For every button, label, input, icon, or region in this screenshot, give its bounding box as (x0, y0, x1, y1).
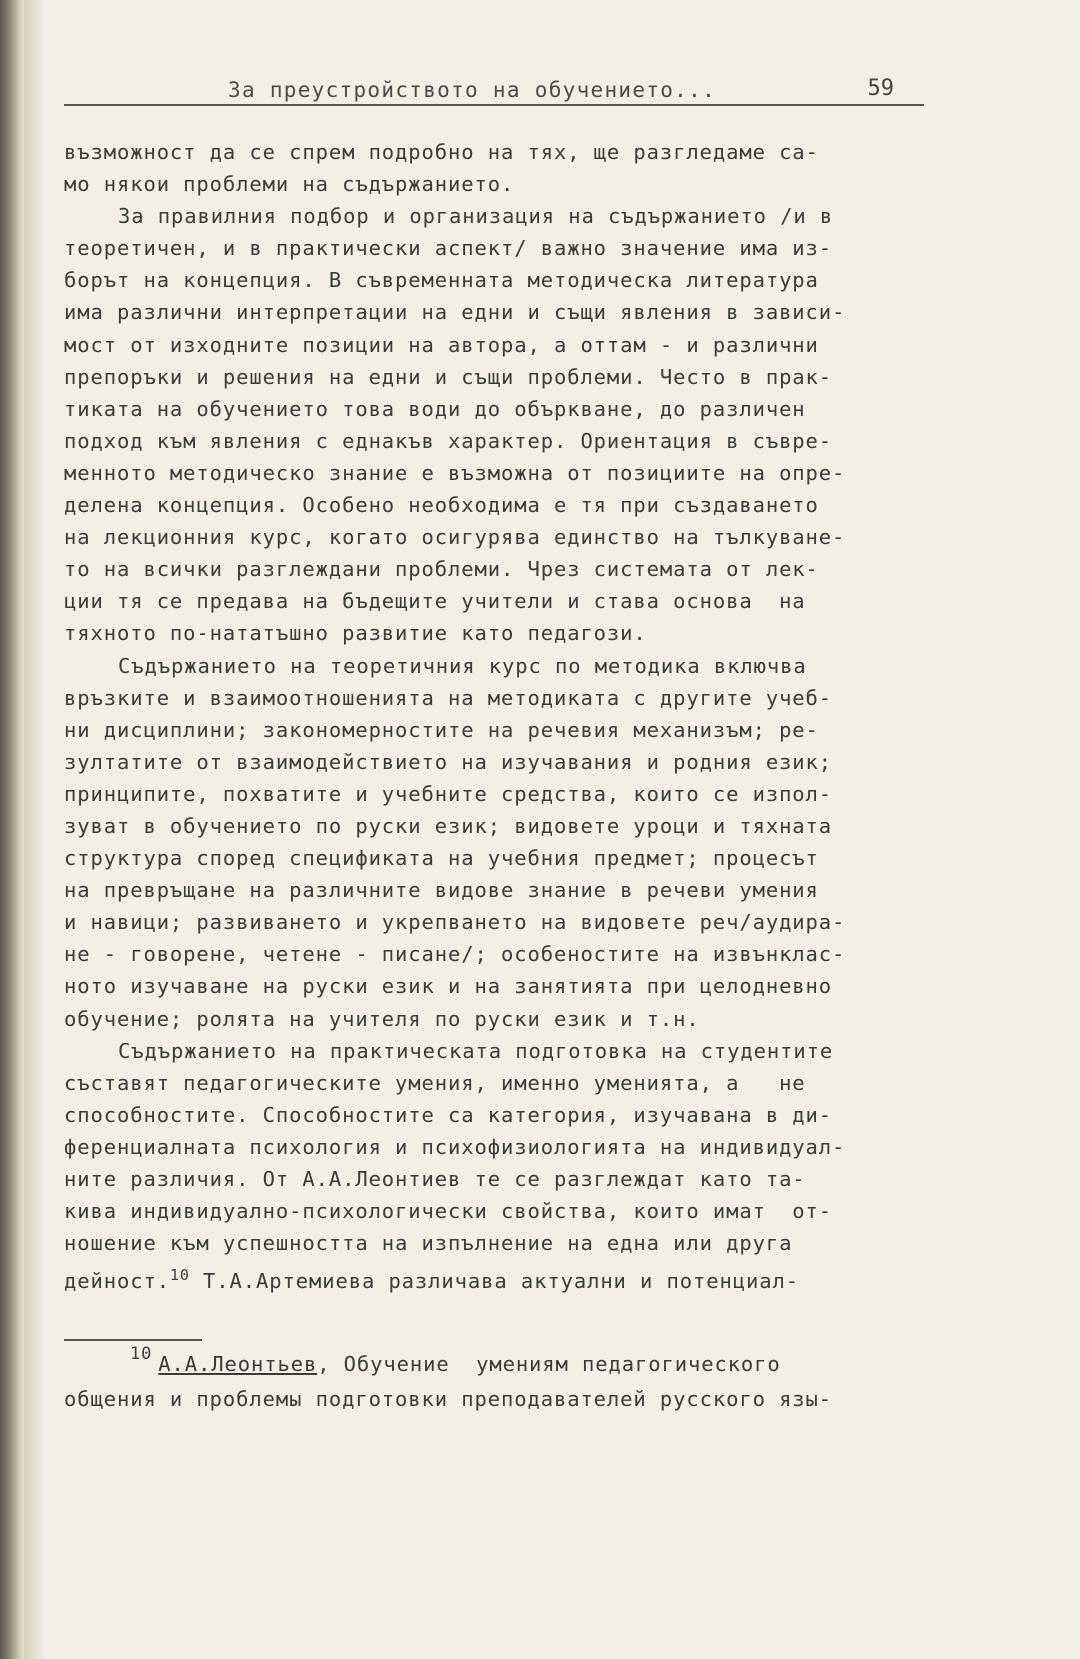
footnote-author: А.А.Леонтьев (158, 1352, 318, 1376)
page-number: 59 (867, 76, 894, 101)
footnote-first-line (64, 1344, 934, 1383)
text-line: борът на концепция. В съвременната методическа литература (64, 268, 819, 293)
text-line: кива индивидуално-психологически свойства, които имат от- (64, 1199, 833, 1224)
text-line: не - говорене, четене - писане/; особеностите на извънклас- (64, 942, 846, 967)
text-line: на превръщане на различните видове знание в речеви умения (64, 878, 819, 903)
text-line: ни дисциплини; закономерностите на речевия механизъм; ре- (64, 717, 819, 742)
text-line: връзките и взаимоотношенията на методиката с другите учеб- (64, 685, 833, 710)
text-line: възможност да се спрем подробно на тях, ще разгледаме са- (64, 140, 819, 164)
text-line: на лекционния курс, когато осигурява единство на тълкуване- (64, 525, 846, 550)
text-line: зуват в обучението по руски език; видовете уроци и тяхната (64, 813, 833, 838)
text-line: зултатите от взаимодействието на изучавания и родния език; (64, 749, 833, 774)
text-line: има различни интерпретации на едни и същи явления в зависи- (64, 300, 846, 325)
text-line: делена концепция. Особено необходима е тя при създаването (64, 493, 819, 518)
paragraph-start-line: Съдържанието на практическата подготовка на студентите (118, 1038, 834, 1063)
text-line: мост от изходните позиции на автора, а оттам - и различни (64, 332, 819, 357)
book-spine-shadow (0, 0, 24, 1659)
text-line: и навици; развиването и укрепването на видовете реч/аудира- (64, 910, 846, 935)
gutter-shading (24, 0, 46, 1659)
footnote-separator (64, 1339, 202, 1341)
footnote-reference: 10 (169, 1266, 190, 1285)
running-title: За преустройството на обучението... (228, 78, 717, 102)
text-line: тяхното по-нататъшно развитие като педагози. (64, 621, 647, 646)
text-line: ции тя се предава на бъдещите учители и става основа на (64, 589, 806, 614)
text-line: препоръки и решения на едни и същи проблеми. Често в прак- (64, 364, 833, 389)
text-line: принципите, похватите и учебните средства, които се изпол- (64, 781, 833, 806)
footnote-continuation: общения и проблемы подготовки преподавателей русского язы- (64, 1387, 833, 1411)
text-line: обучение; ролята на учителя по руски език и т.н. (64, 1006, 700, 1031)
text-line: ното изучаване на руски език и на занятията при целодневно (64, 974, 833, 999)
text-segment: Т.А.Артемиева различава актуални и потенциал- (189, 1269, 799, 1294)
text-line: теоретичен, и в практически аспект/ важно значение има из- (64, 236, 833, 261)
text-line: мо някои проблеми на съдържанието. (64, 172, 515, 197)
text-line: способностите. Способностите са категория, изучавана в ди- (64, 1102, 833, 1127)
text-line: структура според спецификата на учебния предмет; процесът (64, 846, 819, 871)
text-line: ношение към успешността на изпълнение на една или друга (64, 1231, 793, 1256)
footnote (64, 1344, 934, 1416)
text-line: менното методическо знание е възможна от позициите на опре- (64, 460, 846, 485)
main-text (64, 136, 934, 1294)
text-line: тиката на обучението това води до объркване, до различен (64, 396, 806, 421)
text-line: то на всички разглеждани проблеми. Чрез системата от лек- (64, 557, 819, 582)
text-line-with-footnote-ref (64, 1259, 934, 1294)
text-line: ференциалната психология и психофизиологията на индивидуал- (64, 1134, 846, 1159)
text-segment: дейност. (64, 1269, 170, 1294)
running-header (64, 76, 924, 106)
paragraph-start-line: Съдържанието на теоретичния курс по методика включва (118, 653, 807, 678)
text-line: съставят педагогическите умения, именно уменията, а не (64, 1070, 806, 1095)
footnote-marker: 10 (130, 1344, 153, 1364)
text-line: подход към явления с еднакъв характер. Ориентация в съвре- (64, 428, 833, 453)
paragraph-start-line: За правилния подбор и организация на съдържанието /и в (118, 204, 834, 229)
text-line: ните различия. От А.А.Леонтиев те се разглеждат като та- (64, 1167, 806, 1191)
footnote-title: , Обучение умениям педагогического (317, 1352, 781, 1376)
